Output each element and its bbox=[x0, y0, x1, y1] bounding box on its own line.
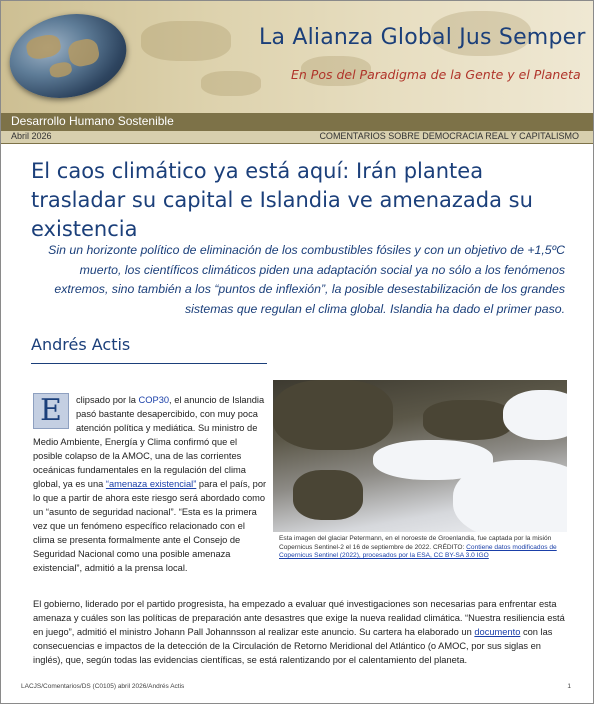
p2-text-b: con las consecuencias e impactos de la detección de la Circulación de Retorno Meridional del Atlántico (o AMOC, por sus siglas en inglés), que, según todas las evidencias científicas, se está ralentizando por el calentamiento del planeta. bbox=[33, 627, 553, 665]
documento-link[interactable]: documento bbox=[474, 627, 521, 637]
photo-caption bbox=[279, 535, 569, 561]
p2-text-a: El gobierno, liderado por el partido progresista, ha empezado a evaluar qué investigaciones son necesarias para enfrentar esta amenaza y cuáles son las políticas de preparación ante desastres que exige la nueva realidad climática. “Nuestra resiliencia está en juego”, admitió el ministro Johann Pall Johannsson al realizar este anuncio. Su cartera ha elaborado un bbox=[33, 599, 565, 637]
article-headline: El caos climático ya está aquí: Irán plantea trasladar su capital e Islandia ve amenazada su existencia bbox=[31, 159, 533, 241]
section-bar bbox=[1, 113, 593, 131]
site-title: La Alianza Global Jus Semper bbox=[259, 25, 586, 50]
section-label: Desarrollo Humano Sostenible bbox=[11, 114, 174, 128]
caption-credit-link[interactable]: Contiene datos modificados de Copernicus Sentinel (2022), procesados por la ESA, CC BY-SA 3.0 IGO bbox=[279, 543, 557, 559]
author-divider bbox=[31, 363, 267, 364]
series-label: COMENTARIOS SOBRE DEMOCRACIA REAL Y CAPITALISMO bbox=[319, 131, 579, 141]
issue-date: Abril 2026 bbox=[11, 131, 52, 141]
header-banner bbox=[1, 1, 593, 113]
drop-cap: E bbox=[33, 393, 69, 429]
page-number: 1 bbox=[567, 683, 571, 690]
date-bar bbox=[1, 131, 593, 144]
p1-text-b: , el anuncio de Islandia pasó bastante desapercibido, con muy poca atención política y mediática. Su ministro de Medio Ambiente, Energía y Clima confirmó que el posible colapso de la AMOC, una de las corrientes oceánicas fundamentales en la regulación del clima global, ya es una bbox=[33, 395, 265, 489]
glacier-photo bbox=[273, 380, 567, 532]
footer-reference: LACJS/Comentarios/DS (C0105) abril 2026/Andrés Actis bbox=[21, 683, 185, 690]
globe-logo bbox=[2, 4, 134, 109]
body-paragraph-2 bbox=[33, 597, 573, 667]
p1-text-a: clipsado por la bbox=[76, 395, 139, 405]
amenaza-existencial-link[interactable]: “amenaza existencial” bbox=[105, 479, 197, 489]
cop30-link[interactable]: COP30 bbox=[138, 395, 170, 405]
article-author: Andrés Actis bbox=[31, 335, 131, 354]
caption-text: Esta imagen del glaciar Petermann, en el noroeste de Groenlandia, fue captada por la misión Copernicus Sentinel-2 el 16 de septiembre de 2022. CRÉDITO: bbox=[279, 535, 552, 551]
p1-text-c: para el país, por lo que a partir de ahora este riesgo será abordado como un “asunto de seguridad nacional”. “Esta es la primera vez que un fenómeno específico relacionado con el clima se presenta formalmente ante el Consejo de Seguridad Nacional como una posible amenaza existencial”, admitió a la prensa local. bbox=[33, 479, 267, 573]
body-column bbox=[33, 393, 267, 575]
site-subtitle: En Pos del Paradigma de la Gente y el Planeta bbox=[291, 67, 581, 82]
article-lead: Sin un horizonte político de eliminación de los combustibles fósiles y con un objetivo de +1,5ºC muerto, los científicos climáticos piden una adaptación social ya no sólo a los fenómenos extremos, sino también a los “puntos de inflexión”, la posible desestabilización de los grandes sistemas que regulan el clima global. Islandia ha dado el primer paso. bbox=[48, 243, 565, 316]
